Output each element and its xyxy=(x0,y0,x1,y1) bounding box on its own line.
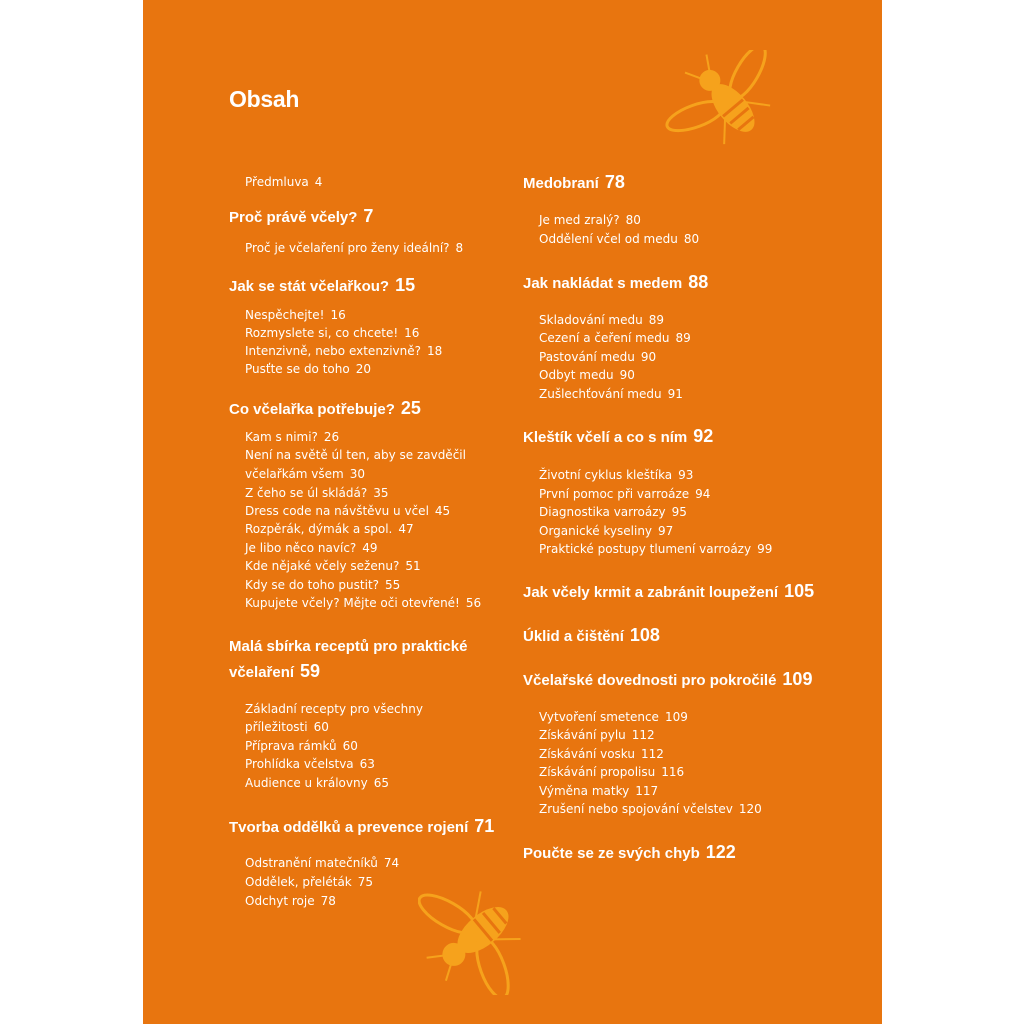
toc-section: Jak včely krmit a zabránit loupežení 105 xyxy=(523,581,815,601)
toc-item: Praktické postupy tlumení varroázy 99 xyxy=(539,542,773,556)
toc-item: Výměna matky 117 xyxy=(539,784,659,798)
toc-item: Diagnostika varroázy 95 xyxy=(539,505,687,519)
toc-section: Tvorba oddělků a prevence rojení 71 xyxy=(229,816,495,836)
toc-item: Není na světě úl ten, aby se zavděčil xyxy=(245,448,466,462)
toc-item: Pusťte se do toho 20 xyxy=(245,362,371,376)
bee-icon xyxy=(663,50,793,165)
toc-item: Organické kyseliny 97 xyxy=(539,524,674,538)
toc-item: Základní recepty pro všechny xyxy=(245,702,423,716)
toc-item: Oddělení včel od medu 80 xyxy=(539,232,700,246)
book-page xyxy=(143,0,882,1024)
toc-item: První pomoc při varroáze 94 xyxy=(539,487,711,501)
bee-icon xyxy=(418,865,548,995)
toc-item: Předmluva 4 xyxy=(245,175,323,189)
toc-section: Proč právě včely? 7 xyxy=(229,206,374,226)
toc-item: Nespěchejte! 16 xyxy=(245,308,346,322)
toc-item: Je libo něco navíc? 49 xyxy=(245,541,378,555)
toc-item: Získávání vosku 112 xyxy=(539,747,664,761)
toc-item: Odbyt medu 90 xyxy=(539,368,635,382)
toc-item: Rozmyslete si, co chcete! 16 xyxy=(245,326,420,340)
toc-item: Kde nějaké včely seženu? 51 xyxy=(245,559,421,573)
toc-item: Odchyt roje 78 xyxy=(245,894,336,908)
toc-section: Medobraní 78 xyxy=(523,172,625,192)
toc-item: Intenzivně, nebo extenzivně? 18 xyxy=(245,344,443,358)
toc-item: Získávání propolisu 116 xyxy=(539,765,685,779)
toc-item: Odstranění matečníků 74 xyxy=(245,856,400,870)
toc-item: Proč je včelaření pro ženy ideální? 8 xyxy=(245,241,464,255)
toc-item: Příprava rámků 60 xyxy=(245,739,358,753)
toc-item: Cezení a čeření medu 89 xyxy=(539,331,691,345)
toc-section: Jak nakládat s medem 88 xyxy=(523,272,709,292)
toc-item: Životní cyklus kleštíka 93 xyxy=(539,468,694,482)
toc-item: včelařkám všem 30 xyxy=(245,467,366,481)
toc-item: Zušlechťování medu 91 xyxy=(539,387,683,401)
toc-section: Včelařské dovednosti pro pokročilé 109 xyxy=(523,669,813,689)
toc-item: Oddělek, přeléták 75 xyxy=(245,875,374,889)
toc-item: Z čeho se úl skládá? 35 xyxy=(245,486,389,500)
toc-item: Dress code na návštěvu u včel 45 xyxy=(245,504,451,518)
toc-item: Pastování medu 90 xyxy=(539,350,657,364)
toc-item: Zrušení nebo spojování včelstev 120 xyxy=(539,802,762,816)
toc-item: Kupujete včely? Mějte oči otevřené! 56 xyxy=(245,596,482,610)
toc-item: Kam s nimi? 26 xyxy=(245,430,340,444)
toc-item: příležitosti 60 xyxy=(245,720,329,734)
toc-item: Vytvoření smetence 109 xyxy=(539,710,688,724)
toc-item: Získávání pylu 112 xyxy=(539,728,655,742)
toc-item: Skladování medu 89 xyxy=(539,313,664,327)
toc-item: Rozpěrák, dýmák a spol. 47 xyxy=(245,522,414,536)
toc-section: Malá sbírka receptů pro praktické xyxy=(229,638,468,655)
toc-section: Úklid a čištění 108 xyxy=(523,625,660,645)
toc-section: včelaření 59 xyxy=(229,661,321,681)
page-title: Obsah xyxy=(229,86,300,112)
toc-item: Kdy se do toho pustit? 55 xyxy=(245,578,401,592)
toc-item: Je med zralý? 80 xyxy=(539,213,641,227)
toc-item: Audience u královny 65 xyxy=(245,776,389,790)
toc-section: Jak se stát včelařkou? 15 xyxy=(229,275,416,295)
toc-section: Kleštík včelí a co s ním 92 xyxy=(523,426,714,446)
toc-item: Prohlídka včelstva 63 xyxy=(245,757,375,771)
toc-section: Co včelařka potřebuje? 25 xyxy=(229,398,421,418)
toc-section: Poučte se ze svých chyb 122 xyxy=(523,842,736,862)
